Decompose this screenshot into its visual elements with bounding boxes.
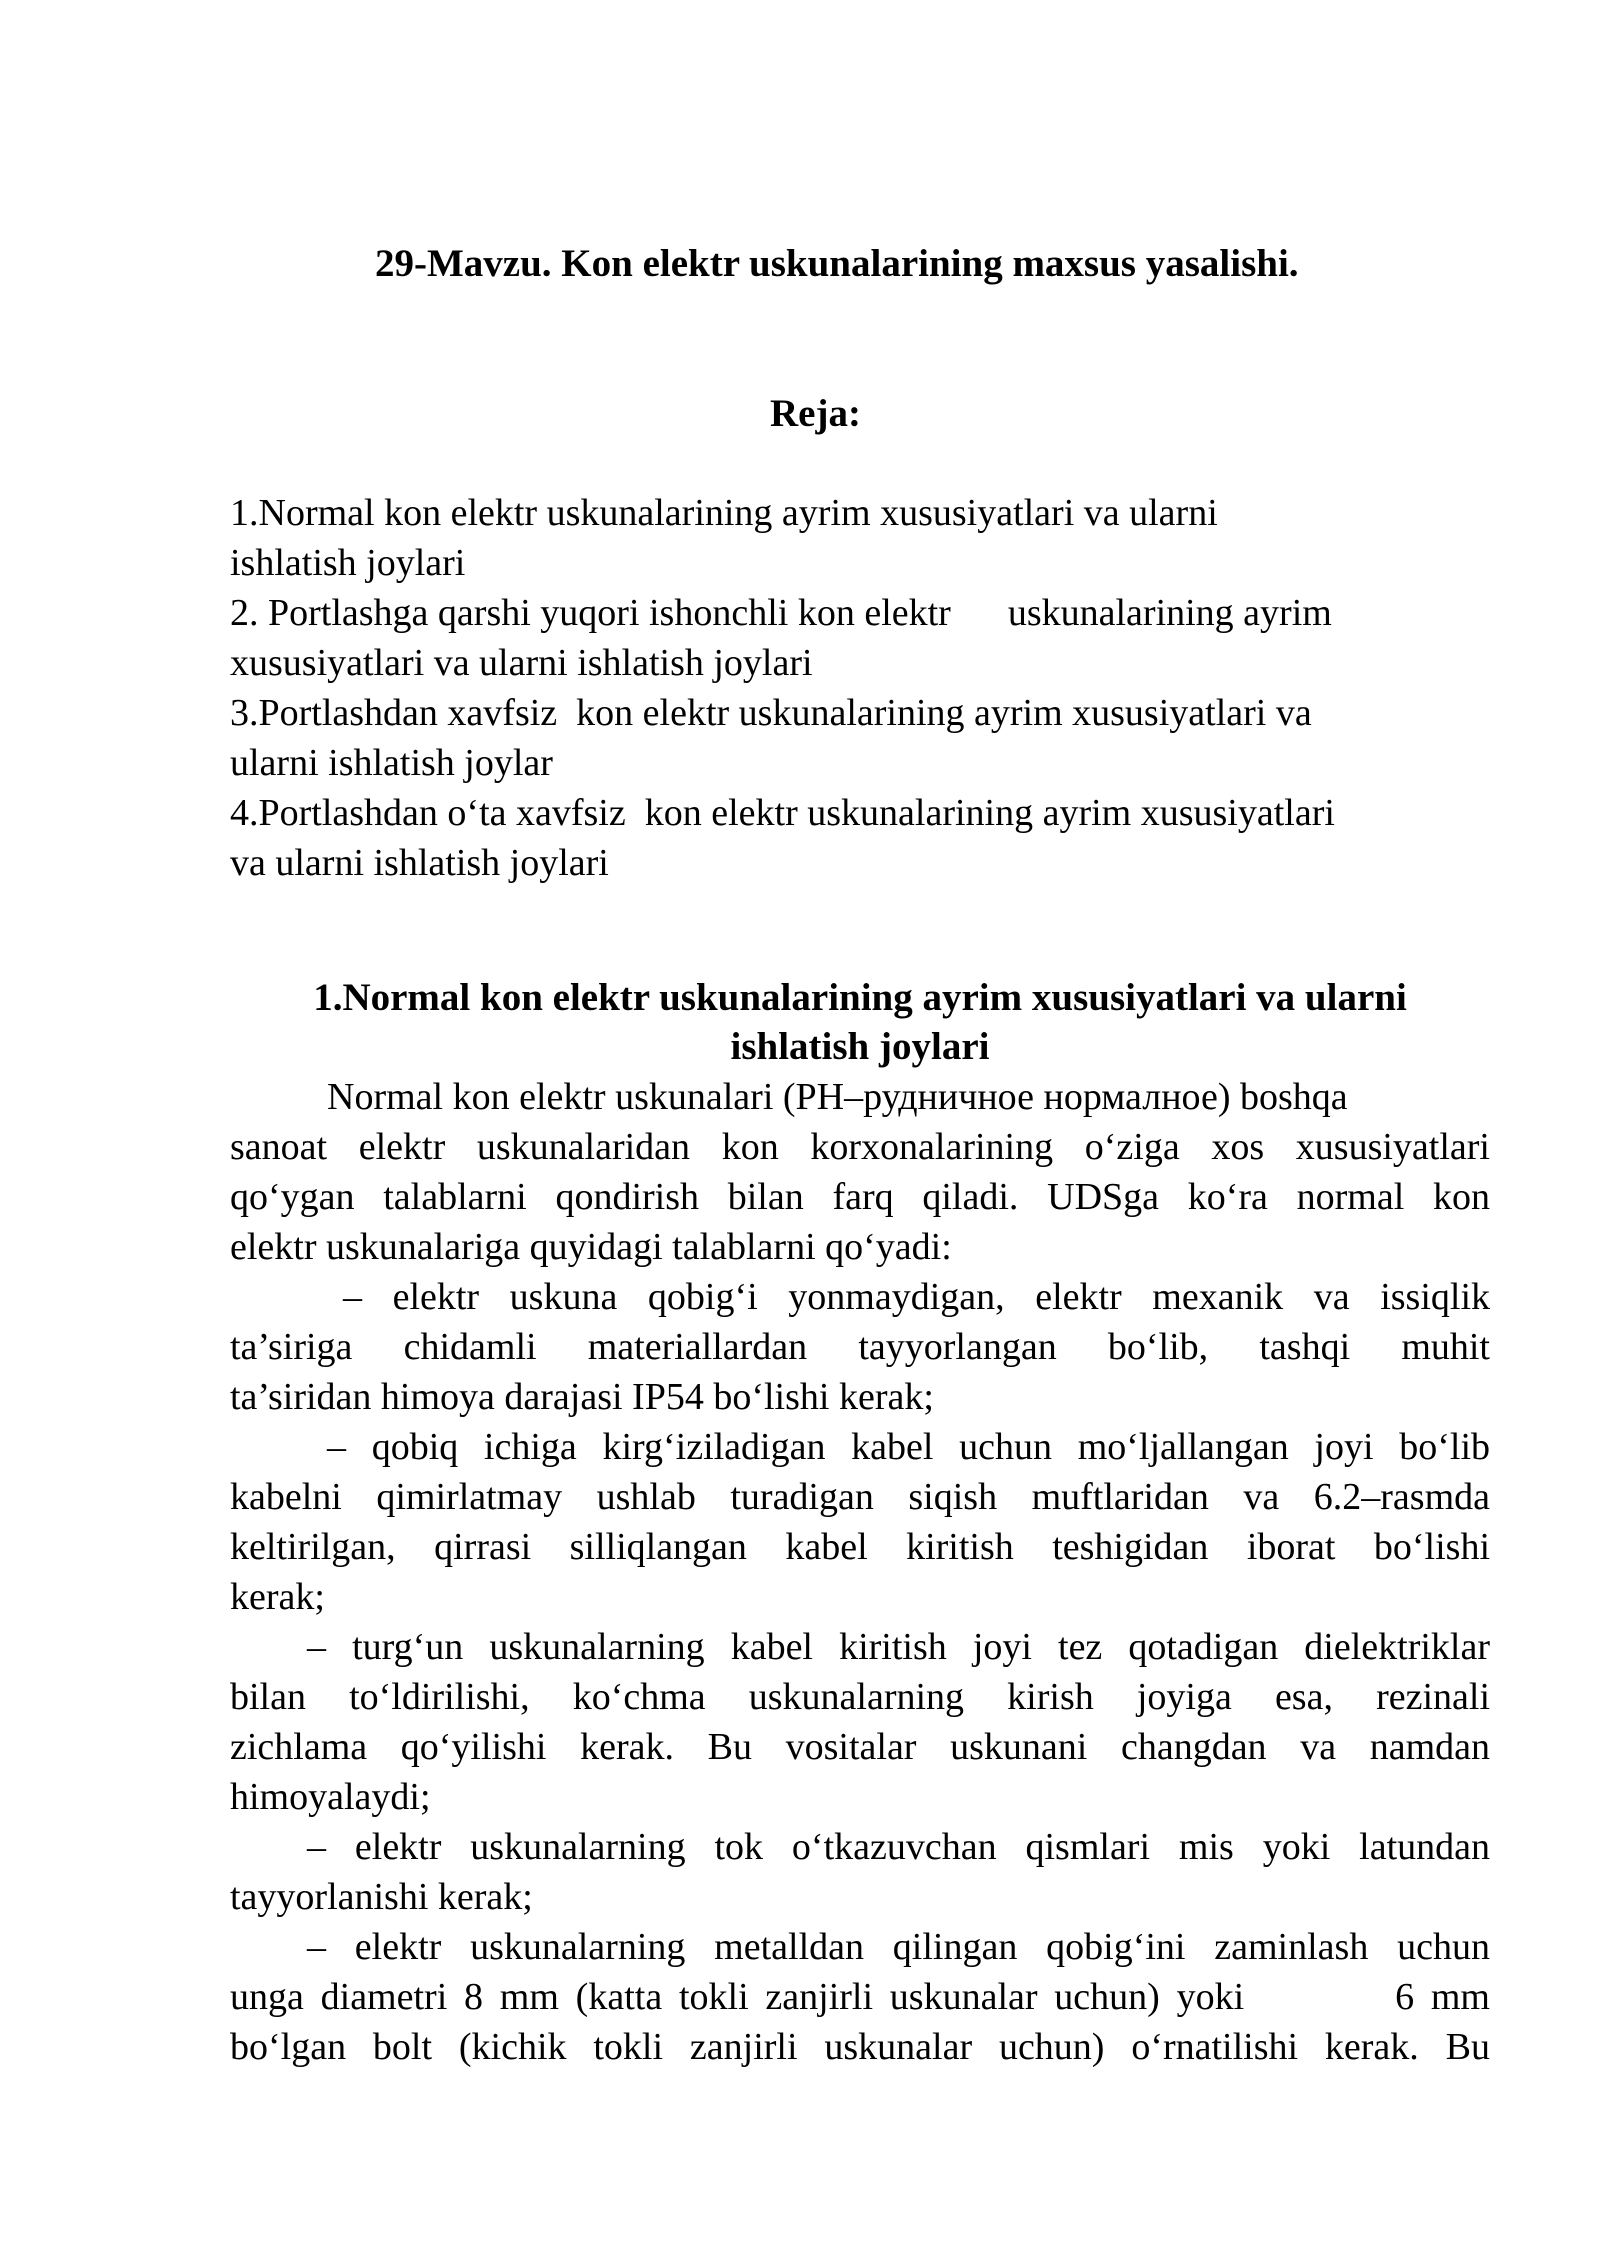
list-item-1-line-1: – elektr uskuna qobig‘i yonmaydigan, elektr mexanik va issiqlik <box>343 1276 1490 1318</box>
list-item-1-line-2: ta’siriga chidamli materiallardan tayyorlangan bo‘lib, tashqi muhit <box>230 1326 1490 1368</box>
list-item-3-line-2: bilan to‘ldirilishi, ko‘chma uskunalarning kirish joyiga esa, rezinali <box>230 1676 1490 1718</box>
plan-item-3-line-1: 3.Portlashdan xavfsiz kon elektr uskunalarining ayrim xususiyatlari va <box>230 692 1312 734</box>
list-item-5-line-1: – elektr uskunalarning metalldan qilingan qobig‘ini zaminlash uchun <box>307 1926 1490 1968</box>
plan-item-4-line-2: va ularni ishlatish joylari <box>230 842 609 884</box>
list-item-5-line-3: bo‘lgan bolt (kichik tokli zanjirli uskunalar uchun) o‘rnatilishi kerak. Bu <box>230 2026 1490 2068</box>
paragraph-1-line-1: Normal kon elektr uskunalari (PH–рудничное нормалное) boshqa <box>327 1076 1348 1118</box>
list-item-2-line-2: kabelni qimirlatmay ushlab turadigan siqish muftlaridan va 6.2–rasmda <box>230 1476 1490 1518</box>
paragraph-1-line-3: qo‘ygan talablarni qondirish bilan farq qiladi. UDSga ko‘ra normal kon <box>230 1176 1490 1218</box>
plan-item-1-line-2: ishlatish joylari <box>230 542 466 584</box>
list-item-2-line-4: kerak; <box>230 1576 325 1618</box>
list-item-4-line-2: tayyorlanishi kerak; <box>230 1876 533 1918</box>
list-item-2-line-1: – qobiq ichiga kirg‘iziladigan kabel uchun mo‘ljallangan joyi bo‘lib <box>327 1426 1490 1468</box>
section-heading-line-2: ishlatish joylari <box>730 1025 990 1068</box>
plan-item-2-line-2: xususiyatlari va ularni ishlatish joylari <box>230 642 813 684</box>
list-item-3-line-1: – turg‘un uskunalarning kabel kiritish joyi tez qotadigan dielektriklar <box>307 1626 1490 1668</box>
list-item-5-line-2: unga diametri 8 mm (katta tokli zanjirli uskunalar uchun) yoki 6 mm <box>230 1976 1490 2018</box>
plan-heading: Reja: <box>770 392 861 435</box>
document-title: 29-Mavzu. Kon elektr uskunalarining maxsus yasalishi. <box>375 242 1299 285</box>
plan-item-2-line-1: 2. Portlashga qarshi yuqori ishonchli kon elektr uskunalarining ayrim <box>230 592 1332 634</box>
list-item-4-line-1: – elektr uskunalarning tok o‘tkazuvchan qismlari mis yoki latundan <box>307 1826 1490 1868</box>
plan-item-1-line-1: 1.Normal kon elektr uskunalarining ayrim xususiyatlari va ularni <box>230 492 1218 534</box>
section-heading-line-1: 1.Normal kon elektr uskunalarining ayrim xususiyatlari va ularni <box>313 976 1407 1019</box>
list-item-1-line-3: ta’siridan himoya darajasi IP54 bo‘lishi kerak; <box>230 1376 934 1418</box>
plan-item-4-line-1: 4.Portlashdan o‘ta xavfsiz kon elektr uskunalarining ayrim xususiyatlari <box>230 792 1335 834</box>
plan-item-3-line-2: ularni ishlatish joylar <box>230 742 553 784</box>
list-item-2-line-3: keltirilgan, qirrasi silliqlangan kabel kiritish teshigidan iborat bo‘lishi <box>230 1526 1490 1568</box>
list-item-3-line-3: zichlama qo‘yilishi kerak. Bu vositalar uskunani changdan va namdan <box>230 1726 1490 1768</box>
paragraph-1-line-2: sanoat elektr uskunalaridan kon korxonalarining o‘ziga xos xususiyatlari <box>230 1126 1490 1168</box>
list-item-3-line-4: himoyalaydi; <box>230 1776 431 1818</box>
paragraph-1-line-4: elektr uskunalariga quyidagi talablarni qo‘yadi: <box>230 1226 952 1268</box>
